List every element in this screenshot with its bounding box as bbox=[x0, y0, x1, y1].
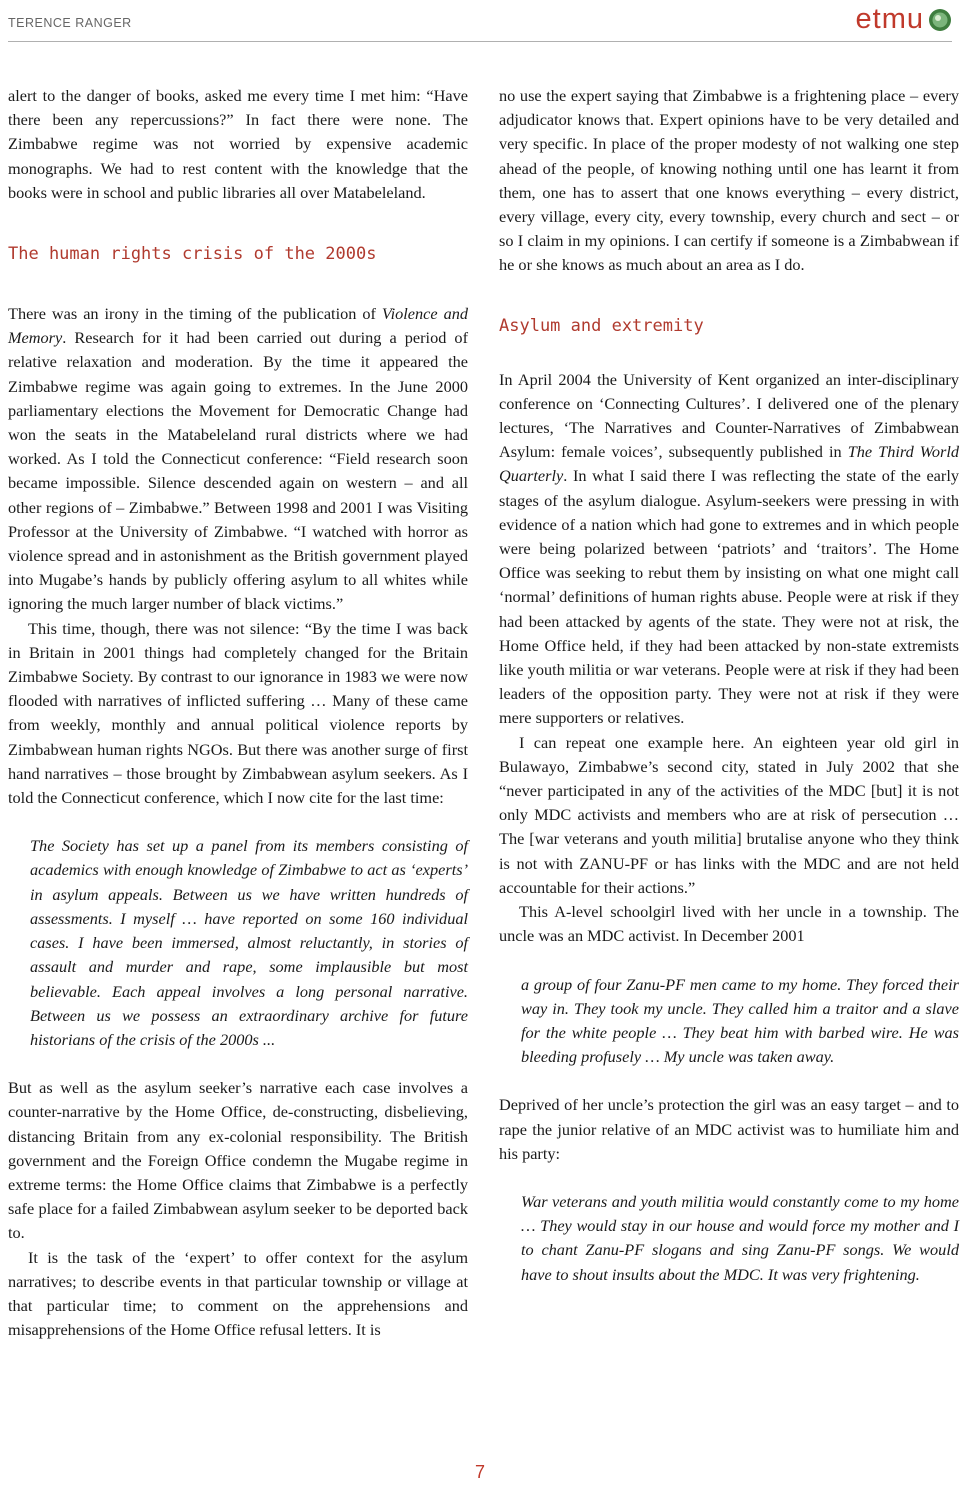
text-run: There was an irony in the timing of the publication of bbox=[8, 304, 382, 324]
globe-icon bbox=[928, 8, 952, 32]
page-number: 7 bbox=[474, 1462, 485, 1482]
paragraph: This A-level schoolgirl lived with her uncle in a township. The uncle was an MDC activist. In December 2001 bbox=[499, 902, 959, 946]
quote-text: The Society has set up a panel from its members consisting of academics with enough knowledge of Zimbabwe to act as ‘experts’ in asylum appeals. Between us we have written hundreds of assessments. I myself … have reported on some 160 individual cases. I have been immersed, almost reluctantly, in stories of assault and murder and rape, some implausible but most believable. Each appeal involves a long personal narrative. Between us we possess an extraordinary archive for future historians of the crisis of the 2000s ... bbox=[30, 836, 468, 1049]
block-quote bbox=[30, 834, 468, 1052]
quote-text: a group of four Zanu-PF men came to my home. They forced their way in. They took my uncle. They called him a traitor and a slave for the white people … They beat him with barbed wire. He was bleeding profusely … My uncle was taken away. bbox=[521, 974, 959, 1067]
running-head-author: TERENCE RANGER bbox=[8, 16, 132, 30]
page-header bbox=[0, 0, 960, 40]
paragraph: I can repeat one example here. An eighteen year old girl in Bulawayo, Zimbabwe’s second city, stated in July 2002 that she “never participated in any of the activities of the MDC [but] it is not only MDC activists and members who are at risk of persecution … The [war veterans and youth militia] brutalise anyone who they think is not with ZANU-PF or has links with the MDC and are not held accountable for their actions.” bbox=[499, 732, 959, 897]
quote-text: War veterans and youth militia would constantly come to my home … They would stay in our house and would force my mother and I to chant Zanu-PF slogans and sing Zanu-PF songs. We would have to shout insults about the MDC. It was very frightening. bbox=[521, 1191, 959, 1284]
paragraph: alert to the danger of books, asked me every time I met him: “Have there been any repercussions?” In fact there were none. The Zimbabwe regime was not worried by expensive academic monographs. We had to rest content with the knowledge that the books were in school and public libraries all over Matabeleland. bbox=[8, 86, 468, 202]
paragraph: no use the expert saying that Zimbabwe is a frightening place – every adjudicator knows that. Expert opinions have to be very detailed and very specific. In place of the proper modesty of not walking one step ahead of the people, of knowing nothing until one has learnt it from them, one has to assert that one knows everything – every district, every village, every city, every township, every church and sect – or so I claim in my opinions. I can certify if someone is a Zimbabwean if he or she knows as much about an area as I do. bbox=[499, 86, 959, 275]
text-run: In April 2004 the University of Kent organized an inter-disciplinary conference on ‘Connecting Cultures’. I delivered one of the plenary lectures, ‘The Narratives and Counter-Narratives of Zimbabwean Asylum: female voices’, subsequently published in bbox=[499, 369, 959, 462]
section-heading: Asylum and extremity bbox=[499, 315, 704, 336]
block-quote bbox=[521, 973, 959, 1070]
text-run: . Research for it had been carried out during a period of relative relaxation and moderation. By the time it appeared the Zimbabwe regime was again going to extremes. In the June 2000 parliamentary elections the Movement for Democratic Change had won the seats in the Matabeleland rural districts where we had worked. As I told the Connecticut conference: “Field research soon became impossible. Silence descended again on western – and all other regions of – Zimbabwe.” Between 1998 and 2001 I was Visiting Professor at the University of Zimbabwe. “I watched with horror as violence spread and in astonishment as the British government played into Mugabe’s hands by publicly offering asylum to all whites while ignoring the much larger number of black victims.” bbox=[8, 328, 468, 614]
book-title: Violence and Memory bbox=[8, 304, 468, 348]
right-column bbox=[499, 84, 959, 1311]
journal-title: The Third World Quarterly bbox=[499, 442, 959, 486]
paragraph: Deprived of her uncle’s protection the girl was an easy target – and to rape the junior relative of an MDC activist was to humiliate him and his party: bbox=[499, 1095, 959, 1163]
paragraph: But as well as the asylum seeker’s narrative each case involves a counter-narrative by the Home Office, de-constructing, disbelieving, distancing Britain from any ex-colonial responsibility. The British government and the Foreign Office condemn the Mugabe regime in extreme terms: the Home Office claims that Zimbabwe is a perfectly safe place for a failed Zimbabwean asylum seeker to be deported back to. bbox=[8, 1078, 468, 1243]
paragraph: This time, though, there was not silence: “By the time I was back in Britain in 2001 things had completely changed for the Britain Zimbabwe Society. By contrast to our ignorance in 1983 we were now flooded with narratives of inflicted suffering … Many of these came from weekly, monthly and annual political violence reports by Zimbabwean human rights NGOs. But there was another surge of first hand narratives – those brought by Zimbabwean asylum seekers. As I told the Connecticut conference, which I now cite for the last time: bbox=[8, 618, 468, 808]
logo-text: etmu bbox=[855, 3, 924, 35]
etmu-logo bbox=[856, 3, 952, 36]
left-column bbox=[8, 84, 468, 1342]
header-divider bbox=[8, 41, 952, 42]
paragraph: It is the task of the ‘expert’ to offer context for the asylum narratives; to describe events in that particular township or village at that particular time; to comment on the apprehensions and misapprehensions of the Home Office refusal letters. It is bbox=[8, 1247, 468, 1340]
block-quote bbox=[521, 1190, 959, 1287]
paragraph bbox=[499, 368, 959, 731]
text-run: . In what I said there I was reflecting the state of the early stages of the asylum dialogue. Asylum-seekers were pressing in with evidence of a nation which had gone to extremes and in which people were being polarized between ‘patriots’ and ‘traitors’. The Home Office was seeking to rebut them by insisting on what one might call ‘normal’ definitions of human rights abuse. People were at risk if they had been attacked by agents of the state. They were not at risk, the Home Office held, if they had been attacked by non-state extremists like youth militia or war veterans. People were at risk if they had been leaders of the opposition party. They were not at risk if they were mere supporters or relatives. bbox=[499, 466, 959, 728]
section-heading: The human rights crisis of the 2000s bbox=[8, 244, 377, 265]
paragraph bbox=[8, 302, 468, 617]
